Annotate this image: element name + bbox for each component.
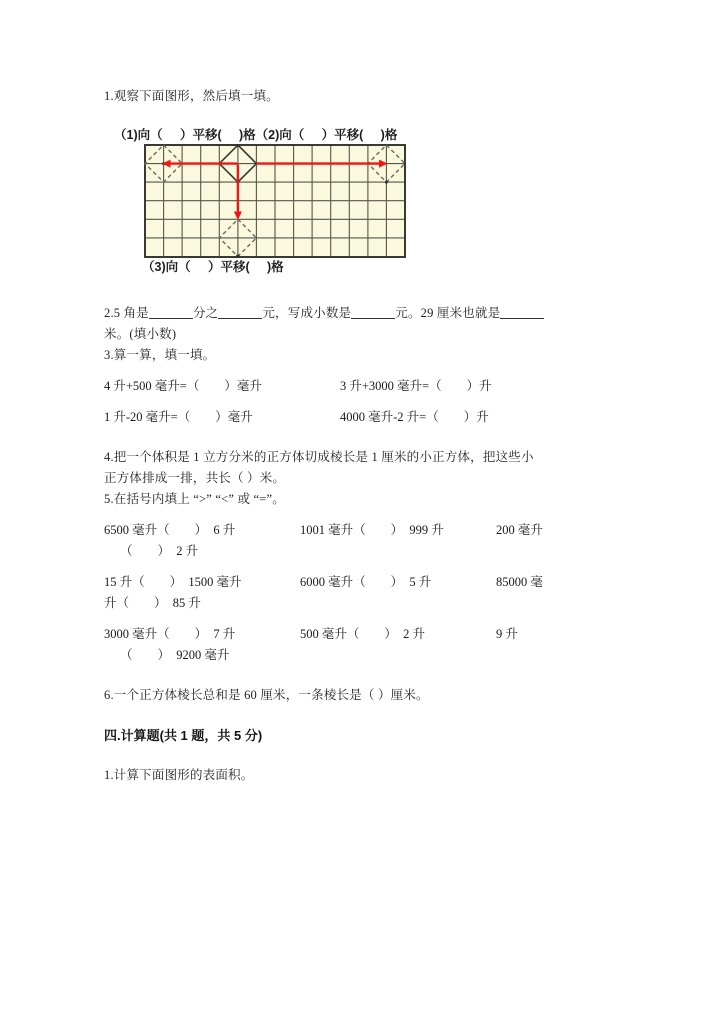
spacer (104, 562, 616, 572)
figure-translation-grid (104, 126, 616, 276)
q3-row-1 (104, 376, 616, 397)
q5-row-1-cont: （ ） 2 升 (120, 544, 199, 558)
q2-blank-4[interactable] (500, 318, 544, 319)
question-2 (104, 303, 616, 324)
q5-row-2-cont: 升（ ） 85 升 (104, 596, 201, 610)
spacer (104, 428, 616, 447)
q3-row-1-right: 3 升+3000 毫升=（ ）升 (340, 379, 492, 393)
spacer (104, 107, 616, 126)
q5-row-2 (104, 572, 616, 593)
q5-row-2-col-1: 15 升（ ） 1500 毫升 (104, 575, 242, 589)
q5-row-1-col-1: 6500 毫升（ ） 6 升 (104, 523, 236, 537)
q5-row-3-col-3: 9 升 (496, 627, 518, 641)
q3-row-2 (104, 407, 616, 428)
q5-row-3-cont: （ ） 9200 毫升 (120, 648, 230, 662)
grid-figure (144, 144, 406, 258)
section-4-question-1: 1.计算下面图形的表面积。 (104, 768, 254, 782)
q5-row-1-col-2: 1001 毫升（ ） 999 升 (300, 523, 444, 537)
q2-blank-2[interactable] (218, 318, 262, 319)
q5-row-2-col-3: 85000 毫 (496, 575, 543, 589)
question-2-line2: 米。(填小数) (104, 327, 177, 341)
question-6-stem: 6.一个正方体棱长总和是 60 厘米，一条棱长是（ ）厘米。 (104, 688, 429, 702)
spacer (104, 746, 616, 765)
q2-text-c: 元，写成小数是 (262, 306, 352, 320)
spacer (104, 614, 616, 624)
section-4-heading: 四.计算题(共 1 题，共 5 分) (104, 728, 263, 743)
spacer (104, 706, 616, 725)
translation-grid-svg (144, 144, 406, 258)
question-4-line1: 4.把一个体积是 1 立方分米的正方体切成棱长是 1 厘米的小正方体，把这些小 (104, 450, 534, 464)
question-1-stem: 1.观察下面图形，然后填一填。 (104, 89, 279, 103)
question-3-stem: 3.算一算，填一填。 (104, 348, 216, 362)
question-4-line2: 正方体排成一排，共长（ ）米。 (104, 471, 286, 485)
q5-row-3-col-2: 500 毫升（ ） 2 升 (300, 627, 426, 641)
spacer (104, 366, 616, 376)
q5-row-1-col-3: 200 毫升 (496, 523, 543, 537)
q5-row-3 (104, 624, 616, 645)
spacer (104, 276, 616, 303)
figure-caption-top: （1)向（ ）平移( )格（2)向（ ）平移( )格 (114, 128, 398, 142)
q2-text-a: 2.5 角是 (104, 306, 149, 320)
q2-text-d: 元。29 厘米也就是 (395, 306, 501, 320)
q2-blank-3[interactable] (351, 318, 395, 319)
question-5-stem: 5.在括号内填上 “>” “<” 或 “=”。 (104, 492, 285, 506)
q5-row-3-col-1: 3000 毫升（ ） 7 升 (104, 627, 236, 641)
q5-row-2-col-2: 6000 毫升（ ） 5 升 (300, 575, 432, 589)
q5-row-1 (104, 520, 616, 541)
q3-row-1-left: 4 升+500 毫升=（ ）毫升 (104, 379, 262, 393)
q2-blank-1[interactable] (149, 318, 193, 319)
spacer (104, 666, 616, 685)
figure-caption-bottom: （3)向（ ）平移( )格 (142, 260, 284, 274)
worksheet-content (104, 86, 616, 786)
q2-text-b: 分之 (192, 306, 219, 320)
spacer (104, 397, 616, 407)
q3-row-2-left: 1 升-20 毫升=（ ）毫升 (104, 410, 253, 424)
q3-row-2-right: 4000 毫升-2 升=（ ）升 (340, 410, 489, 424)
spacer (104, 510, 616, 520)
